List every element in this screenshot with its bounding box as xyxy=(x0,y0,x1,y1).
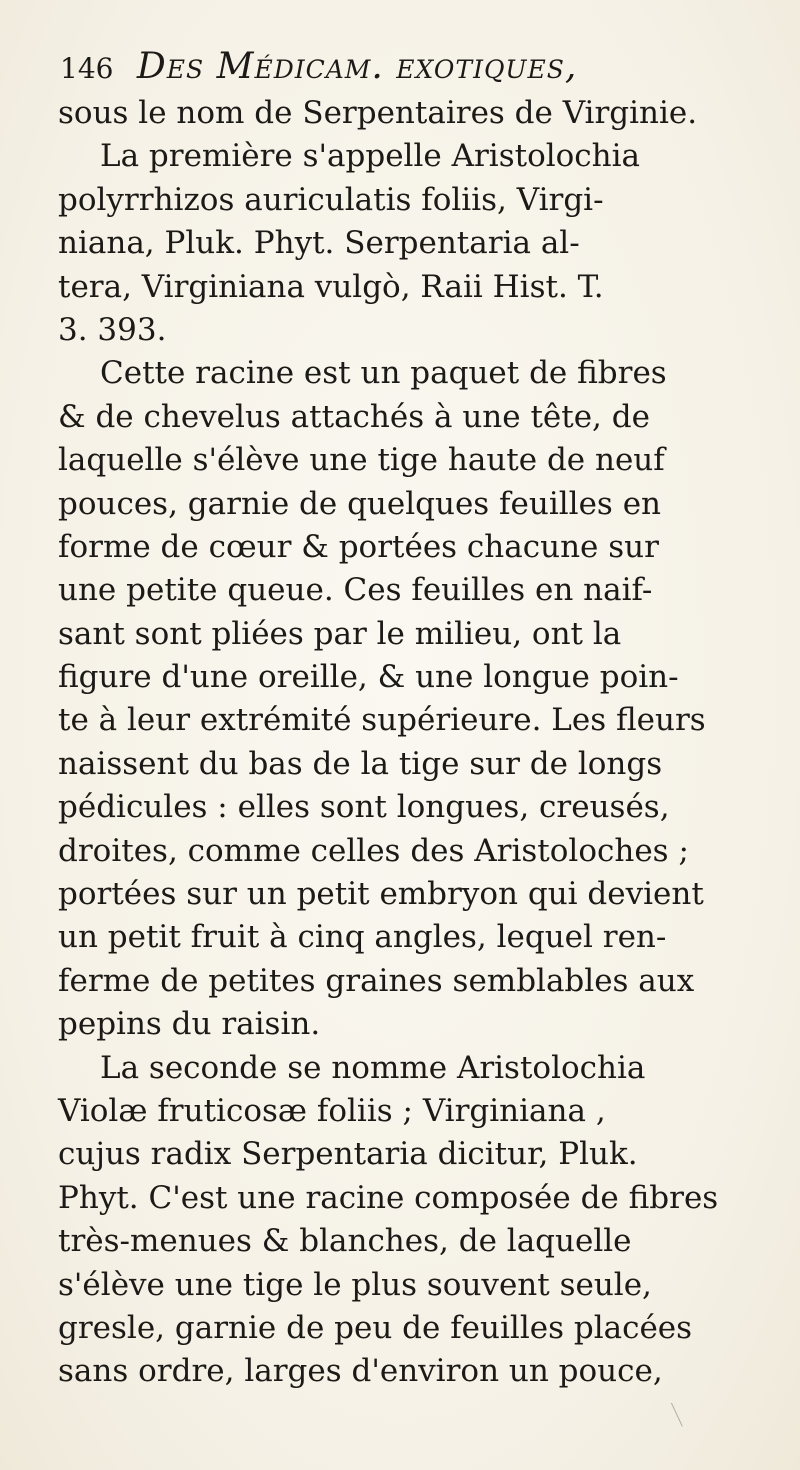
text-line: niana, Pluk. Phyt. Serpentaria al- xyxy=(58,225,580,262)
text-line: forme de cœur & portées chacune sur xyxy=(58,528,659,565)
text-line: Phyt. C'est une racine composée de fibres xyxy=(58,1179,719,1216)
body-text xyxy=(58,92,758,1394)
page-stray-mark xyxy=(671,1399,690,1426)
text-line: s'élève une tige le plus souvent seule, xyxy=(58,1266,652,1303)
text-line: 3. 393. xyxy=(58,311,167,348)
text-line: & de chevelus attachés à une tête, de xyxy=(58,398,650,435)
text-line: ferme de petites graines semblables aux xyxy=(58,962,695,999)
page-number: 146 xyxy=(60,52,114,85)
text-line: La seconde se nomme Aristolochia xyxy=(100,1049,646,1086)
text-line: pouces, garnie de quelques feuilles en xyxy=(58,485,662,522)
text-line: laquelle s'élève une tige haute de neuf xyxy=(58,442,665,479)
text-line: pédicules : elles sont longues, creusés, xyxy=(58,789,670,826)
text-line: sous le nom de Serpentaires de Virginie. xyxy=(58,95,698,131)
text-line: gresle, garnie de peu de feuilles placées xyxy=(58,1309,693,1346)
text-line: tera, Virginiana vulgò, Raii Hist. T. xyxy=(58,268,604,305)
text-line: sans ordre, larges d'environ un pouce, xyxy=(58,1353,663,1390)
text-line: polyrrhizos auriculatis foliis, Virgi- xyxy=(58,181,604,218)
text-line: Violæ fruticosæ foliis ; Virginiana , xyxy=(58,1092,606,1129)
text-line: un petit fruit à cinq angles, lequel ren- xyxy=(58,919,667,956)
text-line: pepins du raisin. xyxy=(58,1006,321,1043)
text-line: très-menues & blanches, de laquelle xyxy=(58,1223,632,1260)
text-line: Cette racine est un paquet de fibres xyxy=(100,355,667,392)
running-title: Des Médicam. exotiques, xyxy=(136,46,578,87)
text-line: cujus radix Serpentaria dicitur, Pluk. xyxy=(58,1136,638,1173)
text-line: naissent du bas de la tige sur de longs xyxy=(58,745,663,782)
text-line: te à leur extrémité supérieure. Les fleurs xyxy=(58,702,706,739)
text-line: sant sont pliées par le milieu, ont la xyxy=(58,615,622,652)
text-line: La première s'appelle Aristolochia xyxy=(100,138,641,175)
text-line: droites, comme celles des Aristoloches ; xyxy=(58,832,689,869)
text-line: portées sur un petit embryon qui devient xyxy=(58,876,704,913)
text-line: une petite queue. Ces feuilles en naif- xyxy=(58,572,653,609)
text-line: figure d'une oreille, & une longue poin- xyxy=(58,659,679,696)
